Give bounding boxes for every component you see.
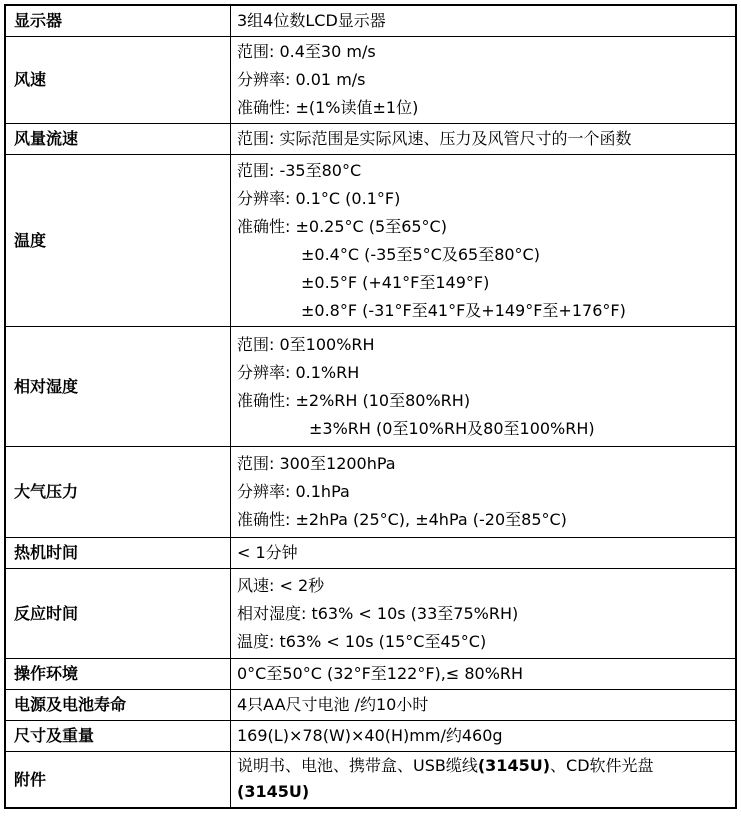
- row-label: 附件: [5, 752, 231, 808]
- value-line: 分辨率: 0.1%RH: [237, 362, 360, 382]
- value-line: 分辨率: 0.1hPa: [237, 482, 350, 501]
- row-value: [231, 569, 737, 659]
- value-line: 风速: < 2秒: [237, 575, 325, 595]
- value-line: 范围: 300至1200hPa: [237, 454, 396, 473]
- value-line: 范围: 0至100%RH: [237, 334, 375, 354]
- value-line: 3组4位数LCD显示器: [237, 11, 386, 30]
- row-value: [231, 538, 737, 569]
- row-air-flow: [5, 124, 736, 155]
- row-label: 显示器: [5, 5, 231, 37]
- value-line: ±0.8°F (-31°F至41°F及+149°F至+176°F): [301, 300, 626, 320]
- row-value: [231, 721, 737, 752]
- row-label: 风速: [5, 37, 231, 124]
- row-value: [231, 752, 737, 808]
- row-label: 尺寸及重量: [5, 721, 231, 752]
- value-line: 分辨率: 0.01 m/s: [237, 70, 366, 89]
- row-label: 操作环境: [5, 659, 231, 690]
- value-line: 范围: 实际范围是实际风速、压力及风管尺寸的一个函数: [237, 129, 632, 148]
- row-value: [231, 124, 737, 155]
- value-line: 分辨率: 0.1°C (0.1°F): [237, 188, 401, 208]
- value-line: 温度: t63% < 10s (15°C至45°C): [237, 631, 487, 651]
- row-pressure: [5, 447, 736, 538]
- value-line: 准确性: ±2hPa (25°C), ±4hPa (-20至85°C): [237, 510, 567, 529]
- value-line: 范围: -35至80°C: [237, 160, 362, 180]
- value-line: 范围: 0.4至30 m/s: [237, 42, 376, 61]
- value-line: 0°C至50°C (32°F至122°F),≤ 80%RH: [237, 664, 524, 683]
- accessory-model: (3145U): [237, 782, 310, 802]
- row-dimensions: [5, 721, 736, 752]
- value-line: ±3%RH (0至10%RH及80至100%RH): [309, 418, 595, 438]
- row-value: [231, 447, 737, 538]
- value-line: ±0.4°C (-35至5°C及65至80°C): [301, 244, 540, 264]
- value-line: ±0.5°F (+41°F至149°F): [301, 272, 490, 292]
- accessory-model: (3145U): [477, 756, 551, 776]
- value-line: 相对湿度: t63% < 10s (33至75%RH): [237, 603, 519, 623]
- row-label: 风量流速: [5, 124, 231, 155]
- value-line: 准确性: ±(1%读值±1位): [237, 98, 419, 117]
- row-value: [231, 5, 737, 37]
- row-label: 热机时间: [5, 538, 231, 569]
- value-line: 4只AA尺寸电池 /约10小时: [237, 695, 429, 714]
- row-value: [231, 327, 737, 447]
- row-label: 大气压力: [5, 447, 231, 538]
- accessory-text: 、CD软件光盘: [550, 756, 654, 776]
- row-value: [231, 659, 737, 690]
- row-humidity: [5, 327, 736, 447]
- row-display: [5, 5, 736, 37]
- row-value: [231, 690, 737, 721]
- row-label: 电源及电池寿命: [5, 690, 231, 721]
- value-line: < 1分钟: [237, 543, 298, 562]
- row-wind-speed: [5, 37, 736, 124]
- row-power: [5, 690, 736, 721]
- row-response-time: [5, 569, 736, 659]
- row-temperature: [5, 155, 736, 327]
- value-line: 准确性: ±2%RH (10至80%RH): [237, 390, 471, 410]
- row-value: [231, 37, 737, 124]
- row-label: 反应时间: [5, 569, 231, 659]
- value-line: 准确性: ±0.25°C (5至65°C): [237, 216, 447, 236]
- accessory-text: 说明书、电池、携带盒、USB缆线: [237, 756, 478, 776]
- row-warmup: [5, 538, 736, 569]
- value-line: 169(L)×78(W)×40(H)mm/约460g: [237, 726, 503, 745]
- row-label: 温度: [5, 155, 231, 327]
- row-value: [231, 155, 737, 327]
- row-label: 相对湿度: [5, 327, 231, 447]
- row-operating-env: [5, 659, 736, 690]
- spec-table: [4, 4, 737, 809]
- row-accessories: [5, 752, 736, 808]
